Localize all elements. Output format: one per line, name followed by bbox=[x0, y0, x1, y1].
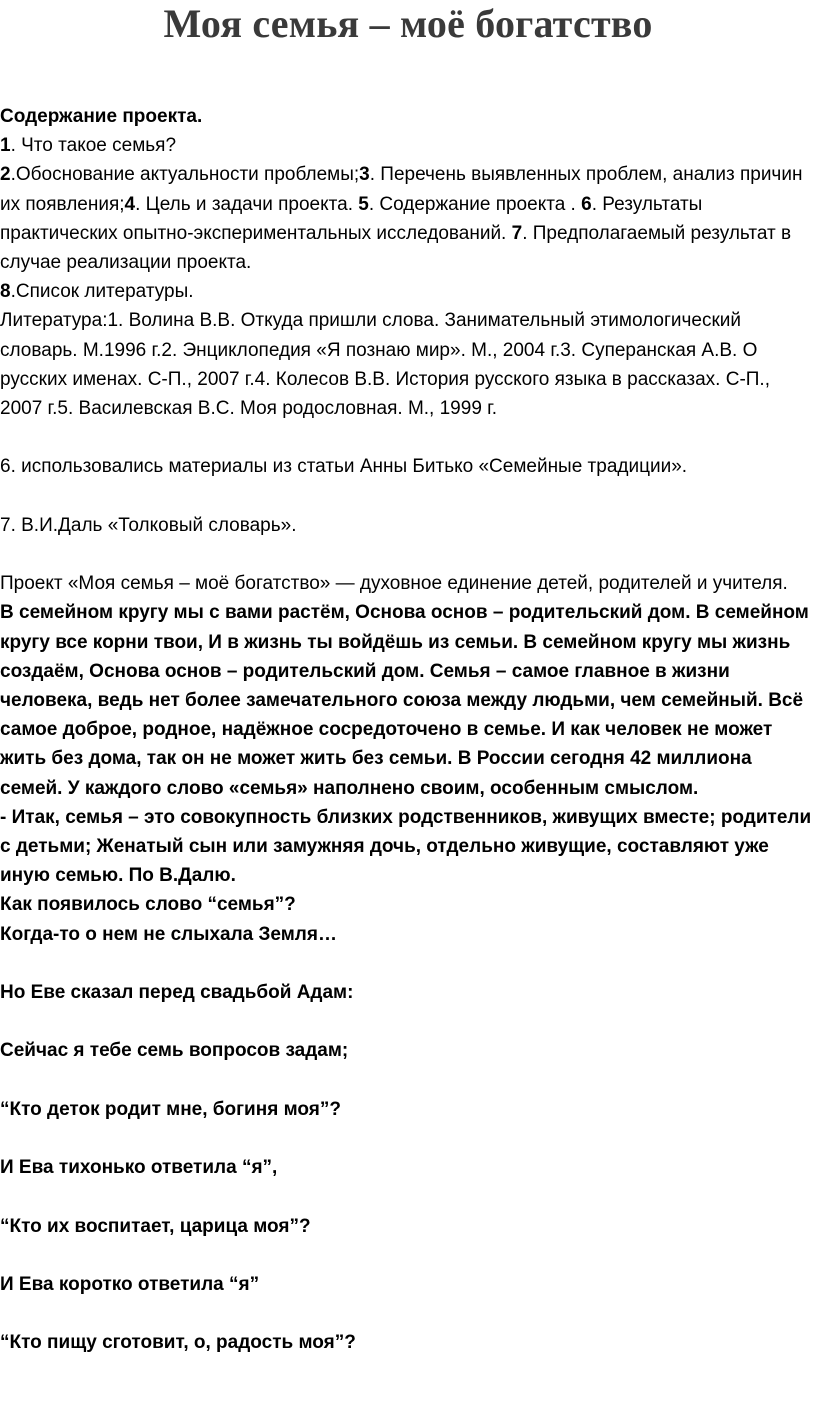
contents-items-2-7 bbox=[0, 160, 816, 277]
poem-line: Сейчас я тебе семь вопросов задам; bbox=[0, 1040, 349, 1062]
contents-item-8 bbox=[0, 277, 816, 306]
contents-number: 3 bbox=[359, 164, 370, 186]
spacer bbox=[0, 1124, 816, 1153]
document-body bbox=[0, 102, 816, 1358]
contents-text: . Перечень выявленных проблем, анализ причин их появления; bbox=[0, 164, 803, 215]
contents-text: .Обоснование актуальности проблемы; bbox=[10, 164, 360, 186]
poem-line: “Кто их воспитает, царица моя”? bbox=[0, 1215, 311, 1237]
poem-line: “Кто пищу сготовит, о, радость моя”? bbox=[0, 1332, 356, 1354]
poem-line: И Ева тихонько ответила “я”, bbox=[0, 1157, 278, 1179]
spacer bbox=[0, 423, 816, 452]
contents-text: . Предполагаемый результат в случае реализации проекта. bbox=[0, 222, 792, 274]
document-title: Моя семья – моё богатство bbox=[163, 1, 653, 46]
poem-line: И Ева коротко ответила “я” bbox=[0, 1273, 260, 1295]
bold-section bbox=[0, 598, 816, 1357]
contents-text: . Цель и задачи проекта. bbox=[135, 193, 359, 215]
spacer bbox=[0, 1241, 816, 1270]
contents-number: 8 bbox=[0, 281, 11, 303]
contents-number: 5 bbox=[358, 193, 369, 215]
contents-number: 4 bbox=[124, 193, 136, 215]
spacer bbox=[0, 482, 816, 511]
contents-number: 2 bbox=[0, 164, 11, 186]
contents-number: 6 bbox=[581, 193, 592, 215]
project-intro: Проект «Моя семья – моё богатство» — духовное единение детей, родителей и учителя. bbox=[0, 573, 788, 595]
contents-text: .Список литературы. bbox=[10, 281, 194, 303]
contents-number: 1 bbox=[0, 135, 11, 157]
spacer bbox=[0, 1182, 816, 1211]
spacer bbox=[0, 1007, 816, 1036]
body-paragraph: В семейном кругу мы с вами растём, Основа основ – родительский дом. В семейном кругу все корни твои, И в жизнь ты войдёшь из семьи. В семейном кругу мы жизнь создаём, Основа основ – родительский дом. Семья – самое главное в жизни человека, ведь нет более замечательного союза между людьми, чем семейный. Всё самое доброе, родное, надёжное сосредоточено в семье. И как человек не может жить без дома, так он не может жить без семьи. В России сегодня 42 миллиона семей. У каждого слово «семья» наполнено своим, особенным смыслом. bbox=[0, 602, 809, 799]
spacer bbox=[0, 1299, 816, 1328]
poem-line: Но Еве сказал перед свадьбой Адам: bbox=[0, 982, 354, 1004]
contents-item-1 bbox=[0, 131, 816, 160]
contents-heading: Содержание проекта. bbox=[0, 106, 203, 127]
poem-line: “Кто деток родит мне, богиня моя”? bbox=[0, 1098, 341, 1120]
contents-text: . Результаты практических опытно-экспериментальных исследований. bbox=[0, 193, 703, 244]
poem-line: Когда-то о нем не слыхала Земля… bbox=[0, 923, 337, 945]
contents-text: . Содержание проекта . bbox=[368, 193, 582, 215]
contents-number: 7 bbox=[511, 222, 523, 244]
contents-text: . Что такое семья? bbox=[10, 135, 177, 157]
literature-list: Литература:1. Волина В.В. Откуда пришли слова. Занимательный этимологический словарь. М.1996 г.2. Энциклопедия «Я познаю мир». М., 2004 г.3. Суперанская А.В. О русских именах. С-П., 2007 г.4. Колесов В.В. История русского языка в рассказах. С-П., 2007 г.5. Василевская В.С. Моя родословная. М., 1999 г. bbox=[0, 310, 770, 420]
source-6: 6. использовались материалы из статьи Анны Битько «Семейные традиции». bbox=[0, 456, 688, 478]
spacer bbox=[0, 540, 816, 569]
spacer bbox=[0, 1066, 816, 1095]
spacer bbox=[0, 949, 816, 978]
source-7: 7. В.И.Даль «Толковый словарь». bbox=[0, 514, 297, 536]
definition-paragraph: - Итак, семья – это совокупность близких родственников, живущих вместе; родители с детьми; Женатый сын или замужняя дочь, отдельно живущие, составляют уже иную семью. По В.Далю. bbox=[0, 806, 812, 887]
poem-line: Как появилось слово “семья”? bbox=[0, 894, 296, 916]
